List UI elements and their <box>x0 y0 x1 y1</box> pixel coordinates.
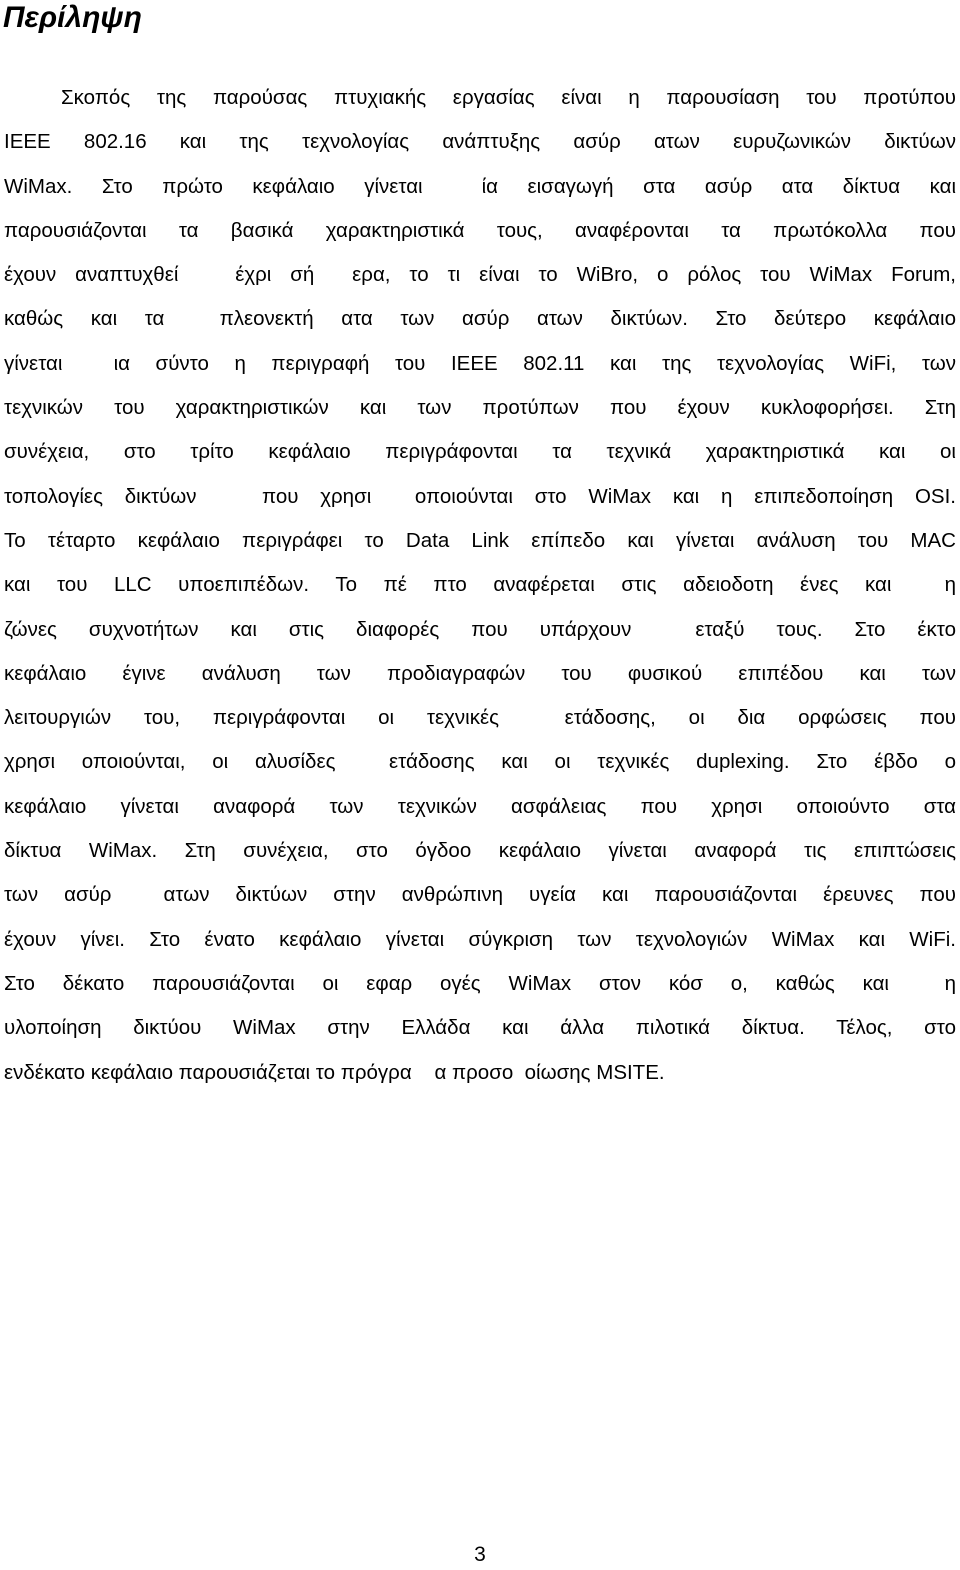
paragraph-line: συνέχεια, στο τρίτο κεφάλαιο περιγράφονται τα τεχνικά χαρακτηριστικά και οι <box>4 440 956 464</box>
paragraph-line: ζώνες συχνοτήτων και στις διαφορές που υπάρχουν εταξύ τους. Στο έκτο <box>4 617 956 641</box>
paragraph-line: έχουν γίνει. Στο ένατο κεφάλαιο γίνεται σύγκριση των τεχνολογιών WiMax και WiFi. <box>4 927 956 951</box>
paragraph-line: καθώς και τα πλεονεκτή ατα των ασύρ ατων δικτύων. Στο δεύτερο κεφάλαιο <box>4 307 956 331</box>
paragraph-line: παρουσιάζονται τα βασικά χαρακτηριστικά τους, αναφέρονται τα πρωτόκολλα που <box>4 218 956 242</box>
page-title: Περίληψη <box>3 1 142 34</box>
paragraph-line: Στο δέκατο παρουσιάζονται οι εφαρ ογές WiMax στον κόσ ο, καθώς και η <box>4 971 956 995</box>
paragraph-line: τεχνικών του χαρακτηριστικών και των προτύπων που έχουν κυκλοφορήσει. Στη <box>4 396 956 420</box>
paragraph-line: έχουν αναπτυχθεί έχρι σή ερα, το τι είναι το WiBro, ο ρόλος του WiMax Forum, <box>4 263 956 287</box>
paragraph-line: λειτουργιών του, περιγράφονται οι τεχνικές ετάδοσης, οι δια ορφώσεις που <box>4 706 956 730</box>
paragraph-line: τοπολογίες δικτύων που χρησι οποιούνται στο WiMax και η επιπεδοποίηση OSI. <box>4 484 956 508</box>
paragraph-line: κεφάλαιο έγινε ανάλυση των προδιαγραφών του φυσικού επιπέδου και των <box>4 661 956 685</box>
paragraph-line: υλοποίηση δικτύου WiMax στην Ελλάδα και άλλα πιλοτικά δίκτυα. Τέλος, στο <box>4 1016 956 1040</box>
paragraph-line: ενδέκατο κεφάλαιο παρουσιάζεται το πρόγρα α προσο οίωσης MSITE. <box>4 1060 665 1084</box>
paragraph-line: Το τέταρτο κεφάλαιο περιγράφει το Data Link επίπεδο και γίνεται ανάλυση του MAC <box>4 528 956 552</box>
paragraph-line: χρησι οποιούνται, οι αλυσίδες ετάδοσης και οι τεχνικές duplexing. Στο έβδο ο <box>4 750 956 774</box>
page-number: 3 <box>474 1543 486 1566</box>
paragraph-line: Σκοπός της παρούσας πτυχιακής εργασίας είναι η παρουσίαση του προτύπου <box>61 86 956 109</box>
paragraph-line: γίνεται ια σύντο η περιγραφή του IEEE 802.11 και της τεχνολογίας WiFi, των <box>4 351 956 375</box>
paragraph-line: και του LLC υποεπιπέδων. Το πέ πτο αναφέρεται στις αδειοδοτη ένες και η <box>4 573 956 597</box>
paragraph-line: IEEE 802.16 και της τεχνολογίας ανάπτυξης ασύρ ατων ευρυζωνικών δικτύων <box>4 130 956 154</box>
abstract-paragraph <box>4 76 956 1095</box>
paragraph-line: των ασύρ ατων δικτύων στην ανθρώπινη υγεία και παρουσιάζονται έρευνες που <box>4 883 956 907</box>
paragraph-line: κεφάλαιο γίνεται αναφορά των τεχνικών ασφάλειας που χρησι οποιούντο στα <box>4 794 956 818</box>
paragraph-line: WiMax. Στο πρώτο κεφάλαιο γίνεται ία εισαγωγή στα ασύρ ατα δίκτυα και <box>4 174 956 198</box>
paragraph-line: δίκτυα WiMax. Στη συνέχεια, στο όγδοο κεφάλαιο γίνεται αναφορά τις επιπτώσεις <box>4 839 956 863</box>
